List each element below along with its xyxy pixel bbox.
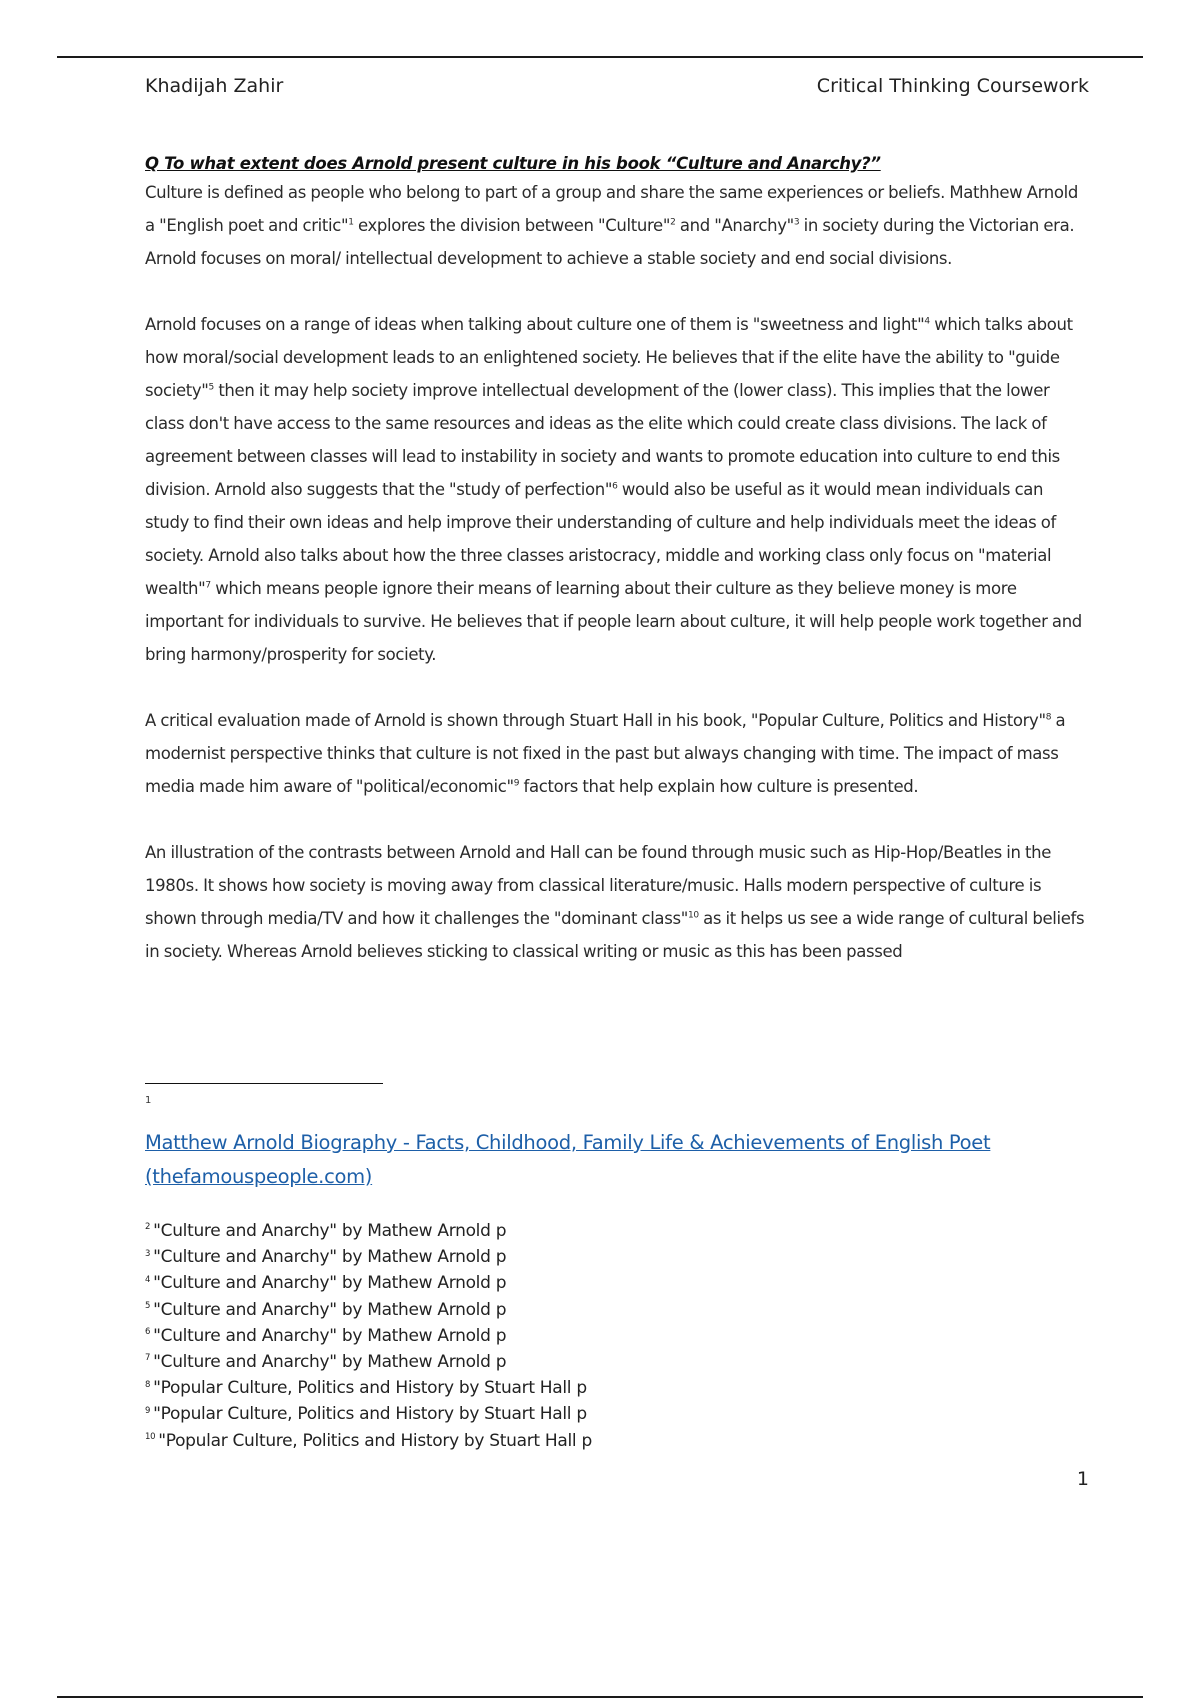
footnote-ref[interactable]: 7: [205, 580, 211, 591]
footnote-ref[interactable]: 4: [924, 316, 930, 327]
text-run: Culture is defined as people who belong to part of a group and share the same experiences or beliefs. Mathhew Arnold a "English poet and critic": [145, 183, 1078, 235]
footnote-item: [145, 1428, 592, 1454]
footnote-ref[interactable]: 8: [1045, 712, 1052, 723]
text-run: which talks about how moral/social development leads to an enlightened society. He believes that if the elite have the ability to "guide society": [145, 315, 1073, 400]
footnote-text: "Culture and Anarchy" by Mathew Arnold p: [153, 1352, 507, 1373]
text-run: which means people ignore their means of learning about their culture as they believe money is more important for individuals to survive. He believes that if people learn about culture, it will help people work together and bring harmony/prosperity for society.: [145, 579, 1082, 664]
footnote-item: [145, 1375, 592, 1401]
footnote-text: "Culture and Anarchy" by Mathew Arnold p: [153, 1325, 507, 1346]
header-course-title: Critical Thinking Coursework: [816, 75, 1089, 97]
paragraph-illustration: [145, 836, 1091, 968]
footnote-item: [145, 1349, 592, 1375]
text-run: factors that help explain how culture is presented.: [519, 777, 919, 796]
footer-rule: [57, 1696, 1143, 1698]
footnote-item: [145, 1401, 592, 1427]
footnote-number: 1: [145, 1095, 152, 1106]
footnote-ref[interactable]: 10: [687, 910, 699, 921]
footnote-ref[interactable]: 6: [612, 481, 618, 492]
footnote-number: 5: [145, 1300, 151, 1311]
header-author: Khadijah Zahir: [145, 75, 284, 97]
footnote-ref[interactable]: 2: [670, 217, 676, 228]
footnote-text: "Popular Culture, Politics and History by Stuart Hall p: [153, 1404, 587, 1425]
footnote-ref[interactable]: 9: [513, 778, 520, 789]
page-number: 1: [1076, 1468, 1089, 1490]
text-run: in society during the Victorian era. Arnold focuses on moral/ intellectual development to achieve a stable society and end social divisions.: [145, 216, 1075, 268]
footnote-number: 2: [145, 1222, 151, 1233]
footnote-list: [145, 1218, 592, 1454]
header-rule: [57, 56, 1143, 58]
footnote-number: 10: [145, 1431, 156, 1442]
paragraph-intro: [145, 176, 1091, 275]
question-block: [145, 152, 1091, 275]
footnote-text: "Culture and Anarchy" by Mathew Arnold p: [153, 1247, 507, 1268]
footnote-item: [145, 1323, 592, 1349]
footnote-ref[interactable]: 5: [208, 382, 214, 393]
footnote-item: [145, 1244, 592, 1270]
footnote-number: 6: [145, 1327, 151, 1338]
text-run: explores the division between "Culture": [353, 216, 671, 235]
text-run: Arnold focuses on a range of ideas when talking about culture one of them is "sweetness and light": [145, 315, 925, 334]
text-run: An illustration of the contrasts between Arnold and Hall can be found through music such as Hip-Hop/Beatles in the 1980s. It shows how society is moving away from classical literature/music. Halls modern perspective of culture is shown through media/TV and how it challenges the "dominant class": [145, 843, 1052, 928]
footnote-number: 9: [145, 1405, 151, 1416]
text-run: and "Anarchy": [675, 216, 794, 235]
footnote-number: 4: [145, 1274, 151, 1285]
footnote-number: 8: [145, 1379, 151, 1390]
question-heading: Q To what extent does Arnold present culture in his book “Culture and Anarchy?”: [145, 154, 881, 173]
text-run: a modernist perspective thinks that culture is not fixed in the past but always changing with time. The impact of mass media made him aware of "political/economic": [145, 711, 1066, 796]
footnote-link[interactable]: Matthew Arnold Biography - Facts, Childhood, Family Life & Achievements of English Poet (thefamouspeople.com): [145, 1131, 991, 1188]
footnote-item: [145, 1270, 592, 1296]
footnote-number: 7: [145, 1353, 151, 1364]
footnote-text: "Culture and Anarchy" by Mathew Arnold p: [153, 1273, 507, 1294]
text-run: as it helps us see a wide range of cultural beliefs in society. Whereas Arnold believes sticking to classical writing or music as this has been passed: [145, 909, 1085, 961]
text-run: would also be useful as it would mean individuals can study to find their own ideas and help improve their understanding of culture and help individuals meet the ideas of society. Arnold also talks about how the three classes aristocracy, middle and working class only focus on "material wealth": [145, 480, 1056, 598]
footnote-ref[interactable]: 3: [793, 217, 800, 228]
footnote-text: "Popular Culture, Politics and History by Stuart Hall p: [153, 1378, 587, 1399]
paragraph-sweetness-and-light: [145, 308, 1091, 671]
footnote-separator: [145, 1083, 383, 1084]
text-run: A critical evaluation made of Arnold is shown through Stuart Hall in his book, "Popular Culture, Politics and History": [145, 711, 1046, 730]
footnote-text: "Culture and Anarchy" by Mathew Arnold p: [153, 1299, 507, 1320]
footnote-text: "Culture and Anarchy" by Mathew Arnold p: [153, 1221, 507, 1241]
footnote-item: [145, 1297, 592, 1323]
text-run: then it may help society improve intellectual development of the (lower class). This implies that the lower class don't have access to the same resources and ideas as the elite which could create class divisions. The lack of agreement between classes will lead to instability in society and wants to promote education into culture to end this division. Arnold also suggests that the "study of perfection": [145, 381, 1060, 499]
document-body: [145, 152, 1091, 968]
footnote-item: [145, 1218, 592, 1244]
footnote-ref[interactable]: 1: [348, 217, 354, 228]
paragraph-critical-evaluation: [145, 704, 1091, 803]
footnote-number: 3: [145, 1248, 151, 1259]
footnote-text: "Popular Culture, Politics and History by Stuart Hall p: [158, 1430, 592, 1451]
